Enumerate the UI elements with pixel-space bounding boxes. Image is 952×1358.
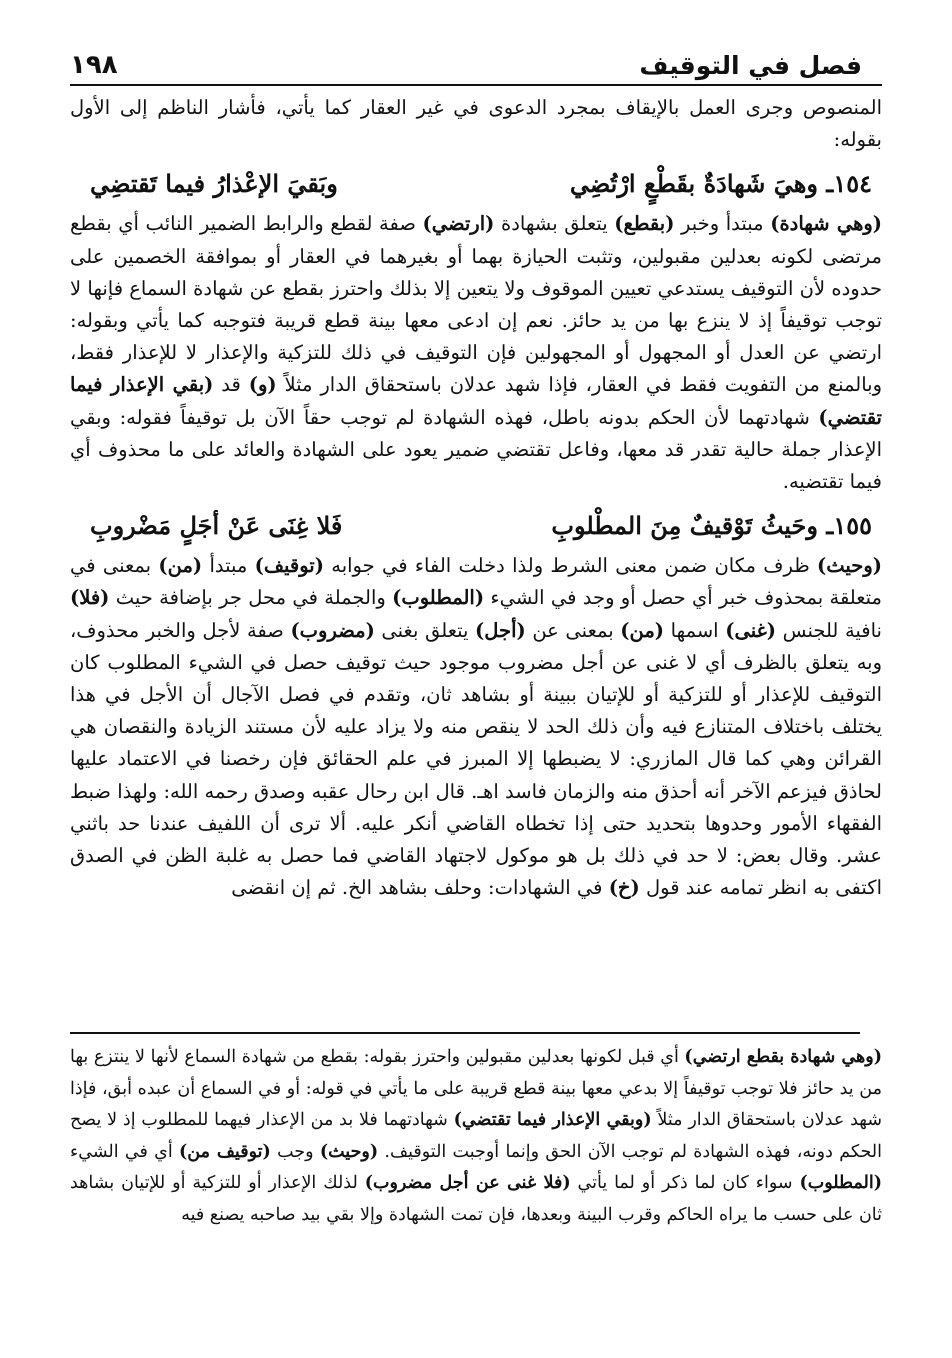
text: والجملة في محل جر بإضافة حيث [109, 586, 393, 610]
text: مبتدأ [202, 554, 255, 578]
term: (مضروب) [290, 618, 375, 642]
verse-154-second-hemistich: وبَقيَ الإعْذارُ فيما تَقتضِي [90, 169, 338, 199]
term: (وحيث) [319, 1141, 379, 1162]
verse-155-second-hemistich: فَلا غِنَى عَنْ أجَلٍ مَضْروبِ [90, 511, 343, 541]
text: بمعنى عن [525, 618, 621, 642]
term: (توقيف) [254, 554, 324, 578]
page-number: ١٩٨ [70, 50, 118, 80]
text: قد [213, 373, 249, 397]
page-header [70, 28, 862, 80]
text: وجب [270, 1141, 320, 1162]
text: مبتدأ وخبر [674, 212, 771, 236]
verse-154-first-hemistich: ١٥٤ـ وهيَ شَهادَةٌ بقَطْعٍ ارْتُضِي [569, 169, 872, 199]
term: (بقي الإعذار فيما تقتضي) [70, 373, 882, 429]
text: ظرف مكان ضمن معنى الشرط ولذا دخلت الفاء في جوابه [323, 554, 818, 578]
intro-paragraph: المنصوص وجرى العمل بالإيقاف بمجرد الدعوى في غير العقار كما يأتي، فأشار الناظم إلى الأول بقوله: [70, 96, 882, 152]
term: (المطلوب) [799, 1173, 882, 1193]
text: بمعنى في متعلقة بمحذوف خبر أي حصل أو وجد في الشيء [70, 554, 882, 610]
text: اسمها [664, 618, 726, 642]
footnote-paragraph [70, 1042, 882, 1231]
main-text [70, 92, 882, 904]
term: (بقطع) [614, 212, 675, 236]
text: يتعلق بشهادة [494, 212, 615, 236]
chapter-title: فصل في التوقيف [639, 51, 862, 80]
term: (وبقي الإعذار فيما تقتضي) [453, 1110, 652, 1130]
term: (من) [620, 618, 665, 642]
commentary-155 [70, 550, 882, 904]
text: أي قبل لكونها بعدلين مقبولين واحترز بقوله: بقطع من شهادة السماع لأنها لا ينتزع بها من يد حائز فلا توجب توقيفاً إلا بدعي معها بينة قطع قريبة على ما يأتي في قوله: أو في السماع أن عبده أبق، فإذا شهد عدلان باستحقاق الدار مثلاً [70, 1047, 883, 1130]
term: (وهي شهادة) [770, 212, 883, 236]
term: (فلا غنى عن أجل مضروب) [364, 1173, 571, 1193]
term: (توقيف من) [179, 1141, 271, 1162]
text: صفة لقطع والرابط الضمير النائب أي بقطع مرتضى لكونه بعدلين مقبولين، وتثبت الحيازة بهما أو بغيرهما في العقار أو بموافقة الخصمين على حدوده لأن التوقيف يستدعي تعيين الموقوف ولا يتعين إلا بذلك واحترز بقطع عن شهادة السماع فإنها لا توجب توقيفاً إذ لا ينزع بها من يد حائز. نعم إن ادعى معها بينة قطع قريبة فتوجبه كما يأتي وبقوله: ارتضي عن العدل أو المجهول أو المجهولين فإن التوقيف في ذلك للتزكية والإعذار لا للإعذار فقط، وبالمنع من التفويت فقط في العقار، فإذا شهد عدلان باستحقاق الدار مثلاً [70, 212, 882, 397]
text: سواء كان لما ذكر أو لما يأتي [570, 1173, 800, 1193]
term: (غنى) [725, 618, 777, 642]
verse-155 [70, 506, 882, 546]
text: في الشهادات: وحلف بشاهد الخ. ثم إن انقضى [231, 876, 609, 900]
commentary-154 [70, 208, 882, 498]
term: (أجل) [475, 618, 526, 642]
term: (المطلوب) [392, 586, 485, 610]
term: (خ) [608, 876, 640, 900]
term: (وحيث) [817, 554, 882, 578]
text: نافية للجنس [776, 618, 882, 642]
term: (ارتضي) [422, 212, 495, 236]
footnote-divider [70, 1032, 860, 1034]
header-divider [70, 84, 882, 86]
text: أي في الشيء [70, 1141, 180, 1162]
footnote-section [70, 1042, 882, 1231]
verse-155-first-hemistich: ١٥٥ـ وحَيثُ تَوْقيفٌ مِنَ المطْلوبِ [551, 511, 872, 541]
term: (فلا) [70, 586, 110, 610]
verse-154 [70, 164, 882, 204]
text: صفة لأجل والخبر محذوف، وبه يتعلق بالظرف أي لا غنى عن أجل مضروب موجود حيث توقيف حصل في الشيء المطلوب كان التوقيف للإعذار أو للتزكية أو للإتيان ببينة أو بشاهد ثان، وتقدم في فصل الآجال أن الأجل في هذا يختلف باختلاف المتنازع فيه وأن ذلك الحد لا ينقص منه ولا يزاد عليه لأن مستند الزيادة والنقصان هي القرائن وهي كما قال المازري: لا يضبطها إلا المبرز في علم الحقائق فإن رخصنا في الاعتماد عليها لحاذق فيزعم الآخر أنه أحذق منه والزمان فاسد اهـ. قال ابن رحال عقبه وصدق رحمه الله: ولهذا ضبط الفقهاء الأمور وحدوها بتحديد حتى إذا تخطاه القاضي أنكر عليه. ألا ترى أن اللفيف عندنا حد باثني عشر. وقال بعض: لا حد في ذلك بل هو موكول لاجتهاد القاضي فما حصل به غلبة الظن في الصدق اكتفى به انظر تمامه عند قول [70, 618, 882, 900]
text: لذلك الإعذار أو للتزكية أو للإتيان بشاهد ثان على حسب ما يراه الحاكم وقرب البينة وبعدها، فإن تمت الشهادة وإلا بقي بيد صاحبه يصنع فيه [70, 1173, 882, 1225]
text: شهادتهما لأن الحكم بدونه باطل، فهذه الشهادة لم توجب حقاً الآن بل توقيفاً فقوله: وبقي الإعذار جملة حالية تقدر قد معها، وفاعل تقتضي ضمير يعود على الشهادة والعائد على ما محذوف أي فيما تقتضيه. [70, 405, 882, 494]
text: شهادتهما فلا بد من الإعذار فيهما للمطلوب إذ لا يصح الحكم دونه، فهذه الشهادة لم توجب الآن الحق وإنما أوجبت التوقيف. [70, 1110, 883, 1162]
term: (و) [248, 373, 277, 397]
text: يتعلق بغنى [374, 618, 476, 642]
term: (وهي شهادة بقطع ارتضي) [684, 1047, 882, 1067]
term: (من) [158, 554, 203, 578]
